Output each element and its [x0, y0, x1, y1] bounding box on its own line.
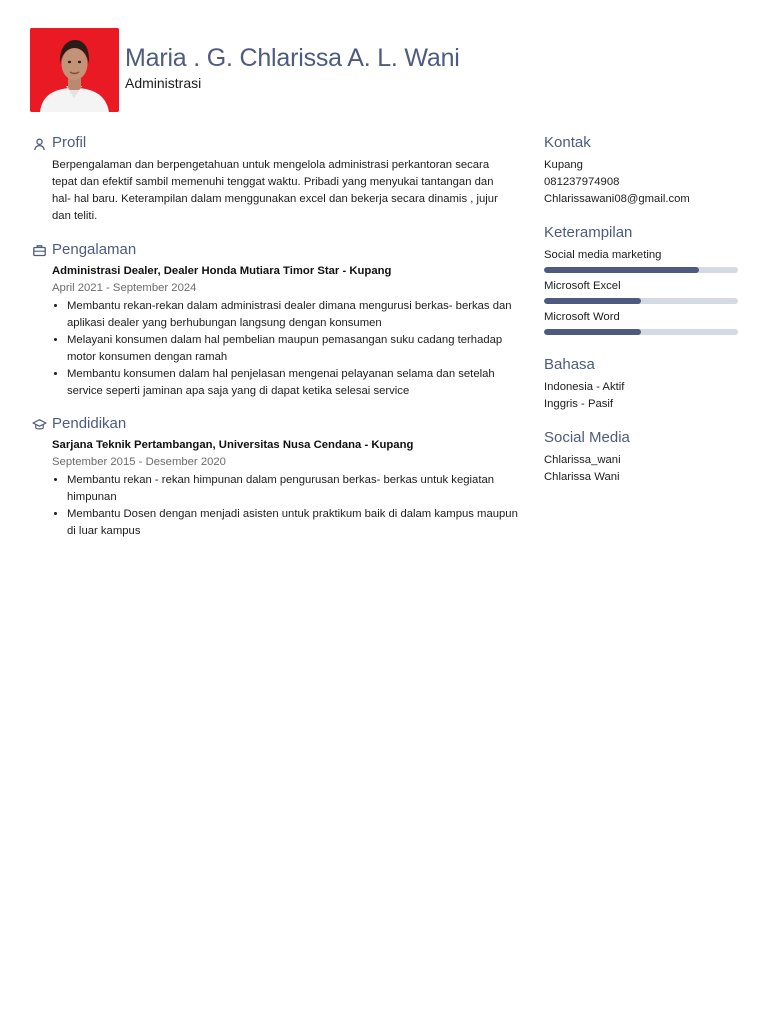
list-item: • Membantu Dosen dengan menjadi asisten untuk praktikum baik di dalam kampus maupun di luar kampus: [67, 506, 529, 540]
graduation-cap-icon: [32, 417, 47, 432]
language-item: Indonesia - Aktif: [544, 381, 625, 393]
experience-entry-title: Administrasi Dealer, Dealer Honda Mutiara Timor Star - Kupang: [52, 265, 392, 277]
list-item: • Membantu rekan-rekan dalam administrasi dealer dimana mengurusi berkas- berkas dan aplikasi dealer yang berhubungan langsung dengan konsumen: [67, 298, 529, 332]
profile-summary: Berpengalaman dan berpengetahuan untuk mengelola administrasi perkantoran secara tepat dan efektif sambil memenuhi tenggat waktu. Pribadi yang menyukai tantangan dan hal- hal baru. Keterampilan dalam menggunakan excel dan bekerja secara dinamis , jujur dan teliti.: [52, 159, 498, 222]
education-entry-title: Sarjana Teknik Pertambangan, Universitas Nusa Cendana - Kupang: [52, 439, 414, 451]
experience-entry-date: April 2021 - September 2024: [52, 282, 197, 294]
contact-phone: 081237974908: [544, 176, 620, 188]
skill-level-bar: [544, 329, 738, 335]
list-item: • Membantu konsumen dalam hal penjelasan mengenai pelayanan selama dan setelah service seperti jaminan apa saja yang di dapat ketika selesai service: [67, 366, 529, 400]
candidate-name: Maria . G. Chlarissa A. L. Wani: [125, 44, 460, 72]
skill-level-bar: [544, 267, 738, 273]
briefcase-icon: [32, 243, 47, 258]
candidate-role: Administrasi: [125, 75, 202, 91]
profile-photo: [30, 28, 119, 112]
skill-label: Microsoft Word: [544, 311, 620, 323]
skill-level-fill: [544, 298, 641, 304]
list-item: • Melayani konsumen dalam hal pembelian maupun pemasangan suku cadang terhadap motor konsumen dengan ramah: [67, 332, 529, 366]
section-title-social-media: Social Media: [544, 429, 630, 446]
section-title-keterampilan: Keterampilan: [544, 224, 633, 241]
contact-email: Chlarissawani08@gmail.com: [544, 193, 690, 205]
skill-level-fill: [544, 267, 699, 273]
person-icon: [32, 137, 47, 152]
section-title-pendidikan: Pendidikan: [52, 415, 127, 432]
skill-level-fill: [544, 329, 641, 335]
section-title-kontak: Kontak: [544, 134, 591, 151]
language-item: Inggris - Pasif: [544, 398, 614, 410]
section-title-profil: Profil: [52, 134, 87, 151]
person-portrait-image: [30, 28, 119, 112]
list-item: • Membantu rekan - rekan himpunan dalam pengurusan berkas- berkas untuk kegiatan himpunan: [67, 472, 529, 506]
section-title-bahasa: Bahasa: [544, 356, 595, 373]
skill-level-bar: [544, 298, 738, 304]
contact-location: Kupang: [544, 159, 583, 171]
social-handle: Chlarissa_wani: [544, 454, 621, 466]
education-entry-date: September 2015 - Desember 2020: [52, 456, 226, 468]
education-bullet-list: [52, 472, 529, 540]
skill-label: Microsoft Excel: [544, 280, 621, 292]
experience-bullet-list: [52, 298, 529, 400]
social-handle: Chlarissa Wani: [544, 471, 620, 483]
section-title-pengalaman: Pengalaman: [52, 241, 137, 258]
skill-label: Social media marketing: [544, 249, 662, 261]
